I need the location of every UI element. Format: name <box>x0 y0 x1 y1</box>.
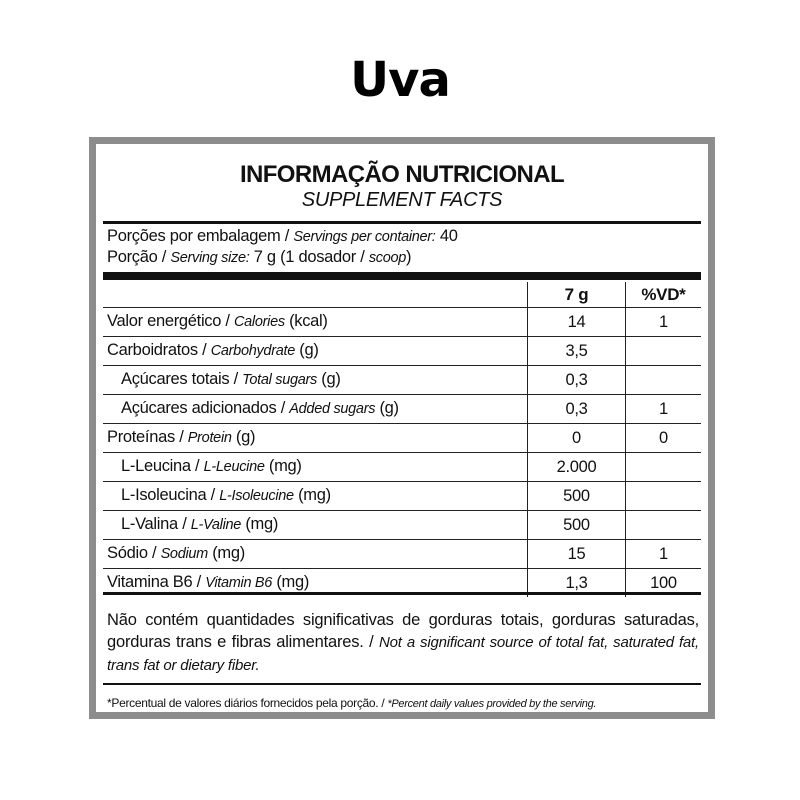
serving-size <box>107 247 411 268</box>
footnote <box>107 609 699 677</box>
table-row <box>103 511 701 540</box>
row-vd: 1 <box>625 308 701 337</box>
row-name-en: L-Isoleucine <box>219 488 294 504</box>
row-name <box>103 511 528 540</box>
label-subtitle: SUPPLEMENT FACTS <box>301 189 503 211</box>
nutrition-table <box>103 282 701 597</box>
row-amount: 14 <box>528 308 626 337</box>
serving-size-pt: Porção / <box>107 248 167 266</box>
row-vd <box>625 366 701 395</box>
footnote-pt: Não contém quantidades significativas de gorduras totais, gorduras saturadas, gorduras trans e fibras alimentares. / <box>107 611 699 651</box>
servings-per-container-en: Servings per container: <box>293 229 436 245</box>
row-name <box>103 453 528 482</box>
table-row <box>103 453 701 482</box>
row-amount: 0 <box>528 424 626 453</box>
row-name-en: Sodium <box>160 546 208 562</box>
row-vd: 1 <box>625 540 701 569</box>
servings-per-container-value: 40 <box>439 227 458 245</box>
row-name <box>103 337 528 366</box>
table-row <box>103 395 701 424</box>
row-unit: (g) <box>294 341 319 359</box>
row-name-pt: Proteínas / <box>107 428 188 446</box>
row-amount: 3,5 <box>528 337 626 366</box>
row-name-en: Carbohydrate <box>210 343 295 359</box>
row-unit: (mg) <box>264 457 302 475</box>
row-amount: 500 <box>528 511 626 540</box>
row-name <box>103 395 528 424</box>
percent-note-pt: *Percentual de valores diários fornecidos pela porção. / <box>107 696 388 710</box>
serving-size-en: Serving size: <box>170 250 250 266</box>
row-unit: (g) <box>375 399 399 417</box>
row-name-en: Total sugars <box>242 372 318 388</box>
row-name-en: L-Valine <box>190 517 242 533</box>
row-name <box>103 540 528 569</box>
row-vd: 100 <box>625 569 701 598</box>
table-row <box>103 482 701 511</box>
thick-rule <box>103 272 701 280</box>
row-name <box>103 308 528 337</box>
row-unit: (kcal) <box>284 312 328 330</box>
row-name-en: Calories <box>234 314 285 330</box>
header-name-cell <box>103 282 528 308</box>
serving-size-value: 7 g (1 dosador / <box>253 248 365 266</box>
row-unit: (mg) <box>241 515 279 533</box>
table-row <box>103 337 701 366</box>
row-name <box>103 482 528 511</box>
row-unit: (g) <box>231 428 256 446</box>
row-name-en: Added sugars <box>289 401 376 417</box>
row-amount: 500 <box>528 482 626 511</box>
row-vd: 0 <box>625 424 701 453</box>
footnote-rule <box>103 683 701 685</box>
row-name-pt: Carboidratos / <box>107 341 211 359</box>
row-name-pt: Valor energético / <box>107 312 234 330</box>
percent-note <box>107 695 701 712</box>
row-amount: 0,3 <box>528 366 626 395</box>
footnote-en: Not a significant source of total fat, saturated fat, trans fat or dietary fiber. <box>107 634 699 674</box>
row-name-en: Vitamin B6 <box>205 575 273 591</box>
row-amount: 1,3 <box>528 569 626 598</box>
row-unit: (g) <box>317 370 341 388</box>
serving-size-scoop: scoop <box>368 250 407 266</box>
row-amount: 15 <box>528 540 626 569</box>
table-row <box>103 540 701 569</box>
flavor-title: Uva <box>350 52 450 108</box>
table-row <box>103 366 701 395</box>
row-vd <box>625 337 701 366</box>
row-name-pt: L-Valina / <box>121 515 191 533</box>
row-name <box>103 366 528 395</box>
row-unit: (mg) <box>207 544 245 562</box>
row-amount: 0,3 <box>528 395 626 424</box>
row-name <box>103 424 528 453</box>
header-amount: 7 g <box>528 282 626 308</box>
percent-note-en: *Percent daily values provided by the serving. <box>387 698 597 710</box>
row-name-pt: Açúcares adicionados / <box>121 399 290 417</box>
row-name-pt: Sódio / <box>107 544 161 562</box>
row-vd: 1 <box>625 395 701 424</box>
row-name-pt: L-Leucina / <box>121 457 204 475</box>
row-vd <box>625 511 701 540</box>
table-bottom-rule <box>103 592 701 595</box>
row-unit: (mg) <box>293 486 331 504</box>
row-name-pt: Vitamina B6 / <box>107 573 206 591</box>
serving-size-close: ) <box>406 248 412 266</box>
servings-per-container <box>107 226 458 247</box>
row-name-en: L-Leucine <box>203 459 265 475</box>
row-vd <box>625 482 701 511</box>
row-unit: (mg) <box>272 573 310 591</box>
servings-per-container-pt: Porções por embalagem / <box>107 227 290 245</box>
header-vd: %VD* <box>625 282 701 308</box>
table-row <box>103 424 701 453</box>
table-row <box>103 308 701 337</box>
row-name-pt: L-Isoleucina / <box>121 486 220 504</box>
row-vd <box>625 453 701 482</box>
header-rule <box>103 221 701 224</box>
row-name-en: Protein <box>187 430 232 446</box>
row-amount: 2.000 <box>528 453 626 482</box>
label-title: INFORMAÇÃO NUTRICIONAL <box>239 161 565 188</box>
table-header-row <box>103 282 701 308</box>
nutrition-label <box>89 137 715 719</box>
row-name-pt: Açúcares totais / <box>121 370 243 388</box>
